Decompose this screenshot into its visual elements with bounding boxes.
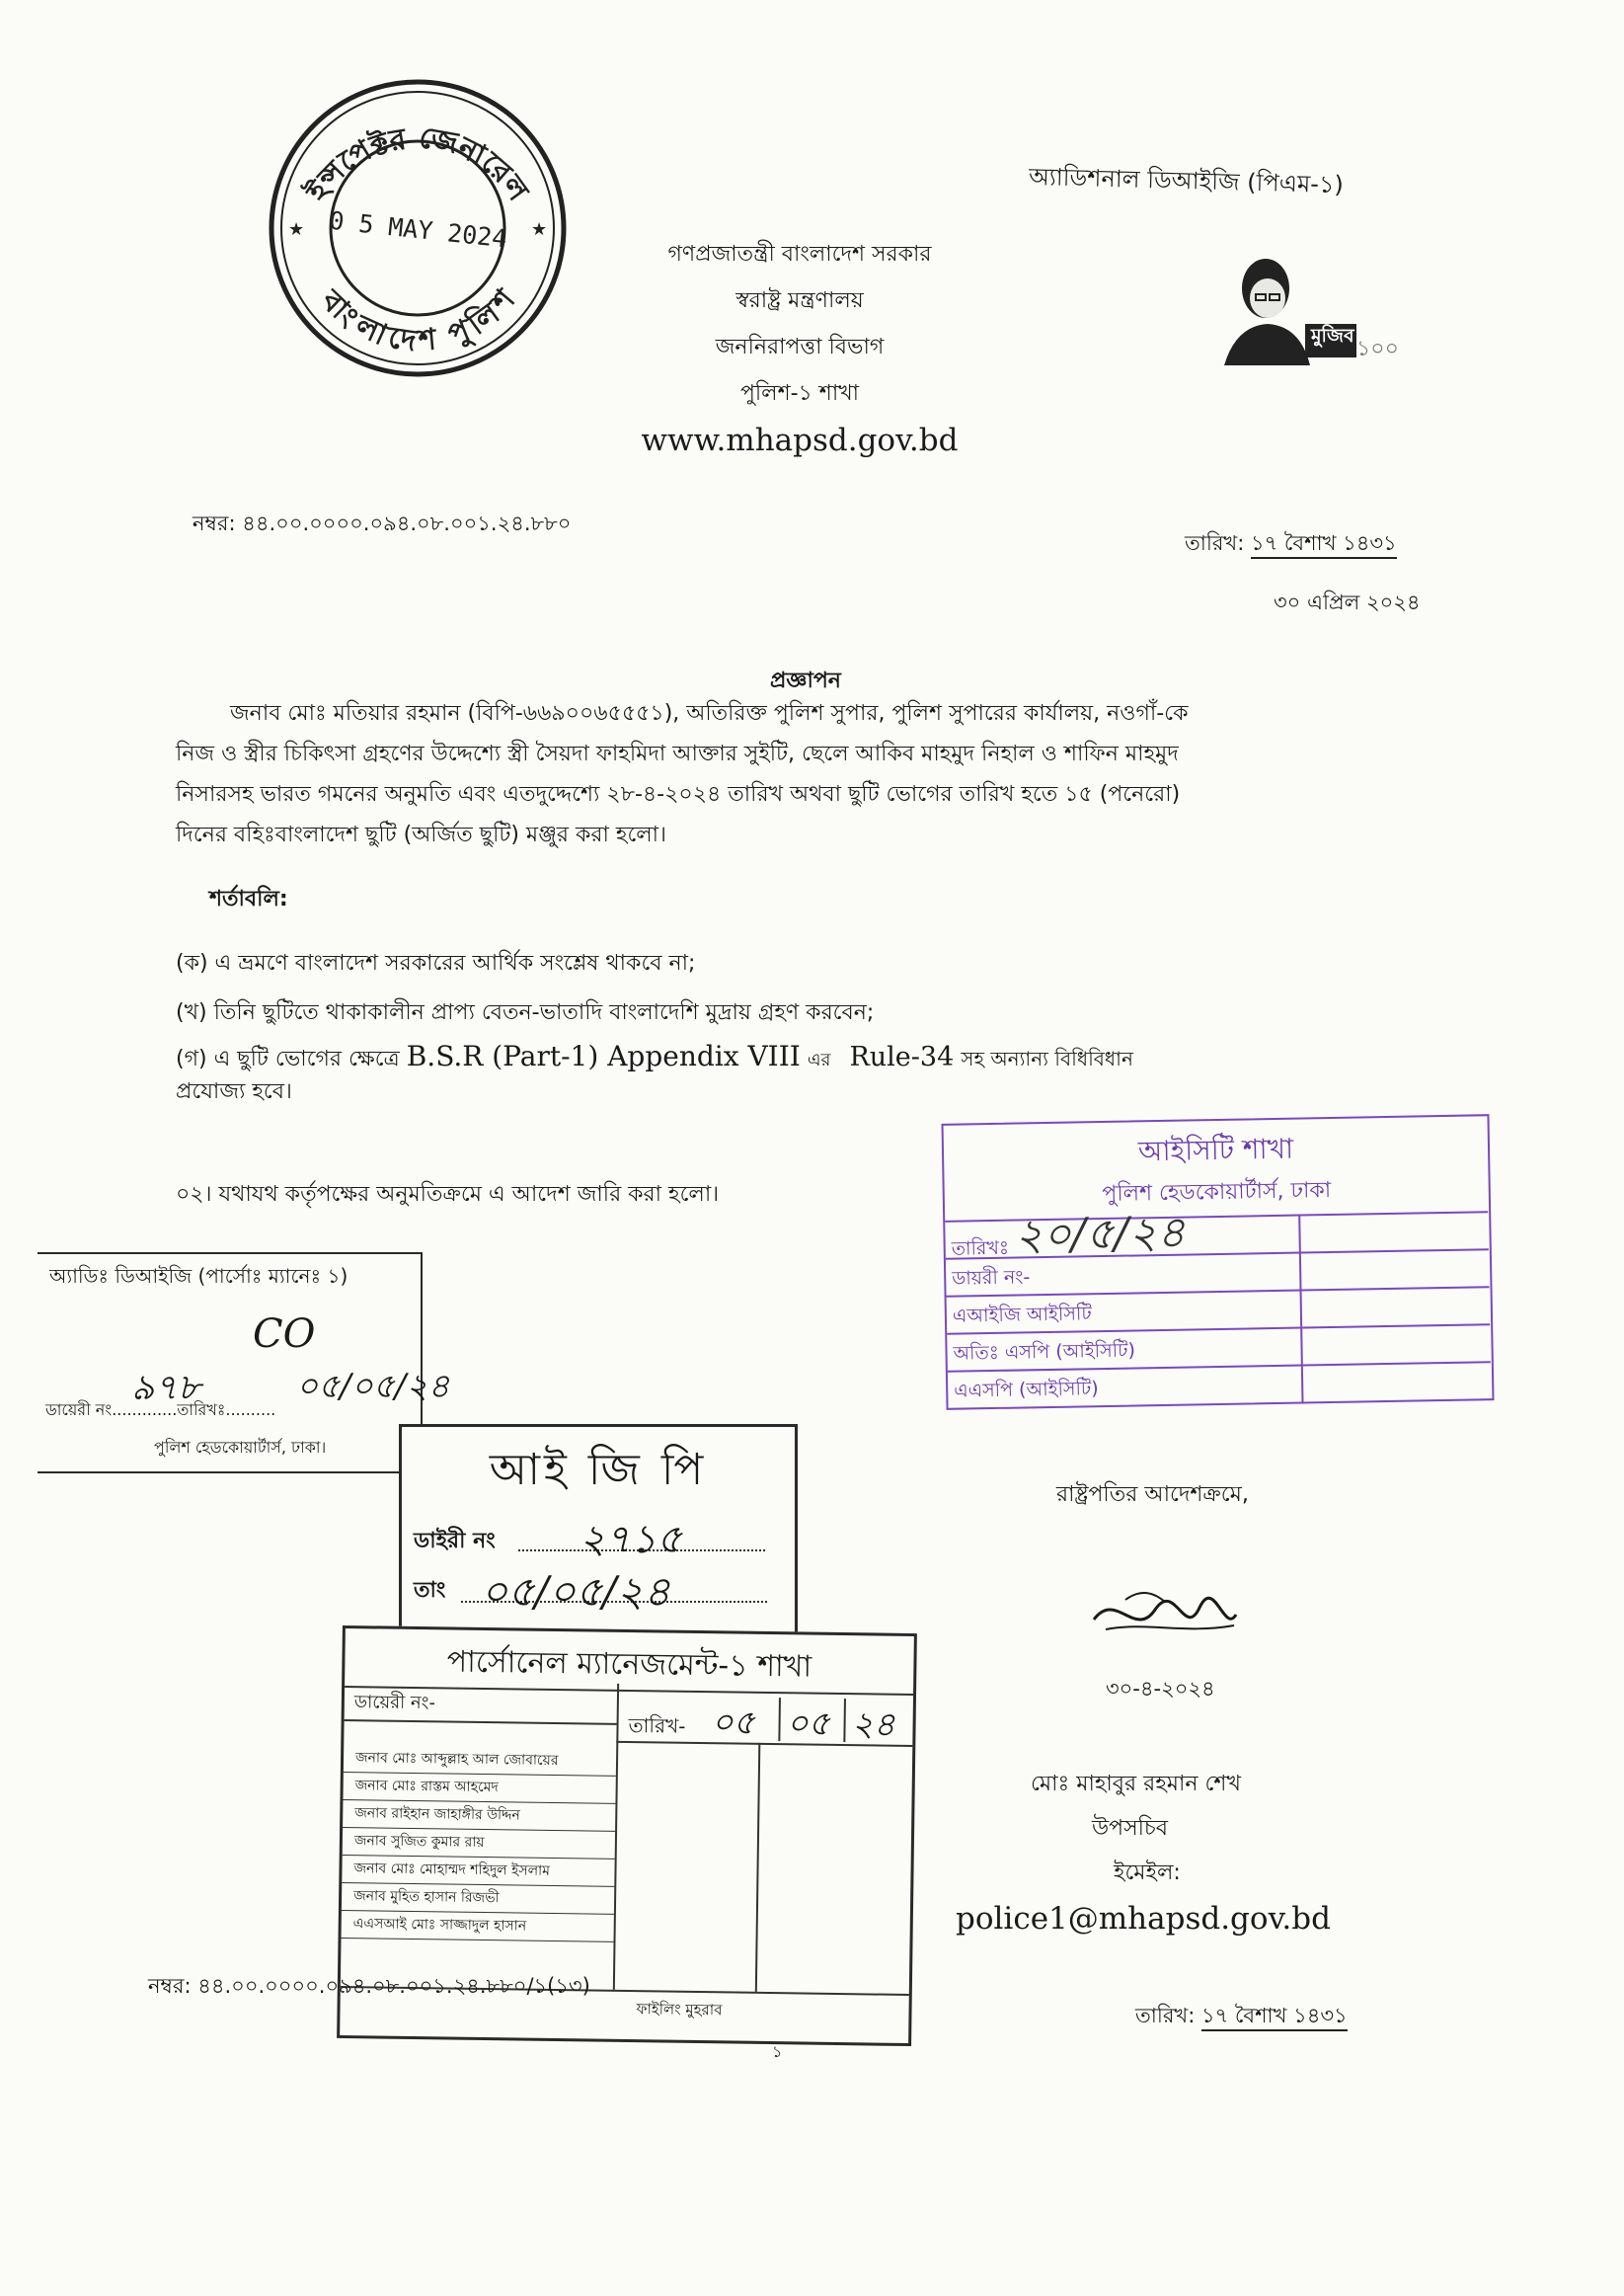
footer-memo-label: নম্বর: [148,1974,192,1998]
date-bengali: ১৭ বৈশাখ ১৪৩১ [1251,531,1397,559]
ict-stamp-subtitle: পুলিশ হেডকোয়ার্টার্স, ঢাকা [1102,1177,1332,1208]
email-label: ইমেইল: [1114,1861,1181,1885]
pm-officer: এএসআই মোঃ সাজ্জাদুল হাসান [342,1911,614,1942]
addl-stamp-title: অ্যাডিঃ ডিআইজি (পার্সোঃ ম্যানেঃ ১) [49,1264,348,1288]
addl-dig-stamp [38,1252,450,1473]
date-block [1185,530,1397,556]
paragraph-line: নিসারসহ ভারত গমনের অনুমতি এবং এতদুদ্দেশ্যে ২৮-৪-২০২৪ তারিখ অথবা ছুটি ভোগের তারিখ হতে ১৫ (পনেরো) [176,782,1181,807]
condition-b: (খ) তিনি ছুটিতে থাকাকালীন প্রাপ্য বেতন-ভাতাদি বাংলাদেশি মুদ্রায় গ্রহণ করবেন; [176,1000,875,1025]
govt-name: গণপ্রজাতন্ত্রী বাংলাদেশ সরকার [667,242,932,267]
pm-officer: জনাব মোঃ মোহাম্মদ শহিদুল ইসলাম [342,1856,614,1887]
pm-date-label: তারিখ- [628,1713,686,1738]
pm-officer: জনাব মোঃ রাস্তম আহমেদ [343,1773,615,1804]
ict-row-label: ডায়রী নং- [946,1252,1302,1296]
ict-row-cell [1301,1248,1490,1289]
paragraph-line: নিজ ও স্ত্রীর চিকিৎসা গ্রহণের উদ্দেশ্যে স্ত্রী সৈয়দা ফাহমিদা আক্তার সুইটি, ছেলে আকিব মাহমুদ নিহাল ও শাফিন মাহমুদ [176,742,1179,766]
website-link[interactable]: www.mhapsd.gov.bd [641,423,959,458]
memo-label: নম্বর: [193,512,236,535]
addl-stamp-mark: CO [253,1311,316,1357]
condition-a: (ক) এ ভ্রমণে বাংলাদেশ সরকারের আর্থিক সংশ্লেষ থাকবে না; [176,951,696,976]
pm-officer: জনাব রাইহান জাহাঙ্গীর উদ্দিন [343,1800,615,1832]
svg-text:বাংলাদেশ পুলিশ [313,282,523,359]
pm-officer-list [342,1745,617,1942]
pm-stamp-title: পার্সোনেল ম্যানেজমেন্ট-১ শাখা [345,1628,914,1696]
condition-c-rule: Rule-34 [849,1042,955,1072]
conditions-title: শর্তাবলি: [209,887,288,911]
paragraph-line: দিনের বহিঃবাংলাদেশ ছুটি (অর্জিত ছুটি) মঞ্জুর করা হলো। [176,823,666,847]
seal-date: 0 5 MAY 2024 [328,205,508,254]
signature-icon [1086,1580,1244,1659]
main-paragraph [176,693,1439,855]
igp-hand-no: ২৭১৫ [580,1517,682,1562]
seal-top-text: ইন্সপেক্টর জেনারেল [299,119,536,208]
footer-date-label: তারিখ: [1135,2004,1196,2027]
division-name: জননিরাপত্তা বিভাগ [715,335,885,359]
pm-officer: জনাব সুজিত কুমার রায় [343,1828,615,1860]
footer-memo-value: ৪৪.০০.০০০০.০৯৪.০৮.০০১.২৪.৮৮০/১(১৩) [197,1974,590,1998]
igp-stamp [399,1424,798,1635]
pm-date-cell: ০৫ [711,1702,756,1743]
date-label: তারিখ: [1185,531,1245,555]
seal-bottom-text: বাংলাদেশ পুলিশ [313,282,523,359]
memo-value: ৪৪.০০.০০০০.০৯৪.০৮.০০১.২৪.৮৮০ [242,512,572,535]
ig-seal [265,75,571,381]
footer-date-bengali: ১৭ বৈশাখ ১৪৩১ [1201,2004,1348,2031]
ict-row-cell [1302,1323,1491,1364]
pm-date-sep [778,1698,781,1741]
signature-date: ৩০-৪-২০২৪ [1106,1677,1215,1701]
ict-row-label: তারিখঃ ২০/৫/২৪ [945,1215,1301,1258]
ict-row-cell [1300,1211,1489,1251]
addl-stamp-hand-date: ০৫/০৫/২৪ [296,1367,450,1406]
pm-bottom-text: ফাইলিং মুহরাব [636,2000,723,2019]
paragraph-2: ০২। যথাযথ কর্তৃপক্ষের অনুমতিক্রমে এ আদেশ জারি করা হলো। [176,1182,720,1207]
ict-row-cell [1301,1286,1490,1326]
pm-diary-label: ডায়েরী নং- [353,1692,436,1714]
pm-officer: জনাব মোঃ আব্দুল্লাহ আল জোবায়ের [344,1745,616,1777]
ict-row-label: এআইজি আইসিটি [947,1290,1303,1333]
signatory-name: মোঃ মাহাবুর রহমান শেখ [1031,1772,1241,1796]
seal-graphic [265,75,571,381]
condition-c-line2: প্রযোজ্য হবে। [176,1079,292,1104]
condition-c-mid: এর [807,1050,831,1070]
igp-stamp-title: আই জি পি [489,1445,708,1495]
ministry-name: স্বরাষ্ট্র মন্ত্রণালয় [735,288,864,313]
condition-c [176,1039,1133,1074]
ict-row-cell [1303,1361,1492,1401]
page-number: ১ [772,2042,783,2061]
email-address[interactable]: police1@mhapsd.gov.bd [956,1901,1331,1937]
pm-date-cell: ২৪ [851,1704,896,1745]
addl-stamp-footer: পুলিশ হেডকোয়ার্টার্স, ঢাকা। [154,1438,327,1457]
notification-title: প্রজ্ঞাপন [770,669,841,693]
president-order: রাষ্ট্রপতির আদেশক্রমে, [1056,1482,1249,1507]
addl-stamp-diary: ডায়েরী নং.............তারিখঃ.......... [45,1400,276,1419]
igp-date-label: তাং [414,1578,446,1603]
ict-stamp-grid [945,1207,1492,1408]
pm-col-divider [755,1743,761,1992]
ict-stamp-title: আইসিটি শাখা [1137,1132,1294,1168]
pm-diary-line [345,1719,617,1725]
condition-c-post: সহ অন্যান্য বিধিবিধান [961,1047,1133,1070]
ict-row-label: অতিঃ এসপি (আইসিটি) [947,1327,1303,1371]
memo-number [193,511,571,536]
logo-text: মুজিব [1311,325,1354,347]
footer-date [1135,2003,1348,2028]
igp-diary-label: ডাইরী নং [414,1529,496,1553]
signature-mark [1086,1580,1244,1659]
addressee-top: অ্যাডিশনাল ডিআইজি (পিএম-১) [1028,162,1345,199]
pm-date-sep [843,1699,846,1742]
pm-officer: জনাব মুহিত হাসান রিজভী [342,1883,614,1915]
branch-name: পুলিশ-১ শাখা [739,381,860,406]
paragraph-line: জনাব মোঃ মতিয়ার রহমান (বিপি-৬৬৯০০৬৫৫৫১), অতিরিক্ত পুলিশ সুপার, পুলিশ সুপারের কার্যালয়, নওগাঁ-কে [230,701,1189,726]
condition-c-ref: B.S.R (Part-1) Appendix VIII [406,1040,801,1072]
addl-stamp-hand-no: ৯৭৮ [131,1368,201,1408]
ict-row-label: এএসপি (আইসিটি) [948,1365,1304,1408]
footer-memo [148,1973,590,1999]
star-icon: ★ [531,219,548,240]
pm-date-cell: ০৫ [786,1703,831,1744]
date-english: ৩০ এপ্রিল ২০২৪ [1274,591,1421,614]
svg-text:ইন্সপেক্টর জেনারেল [298,120,536,209]
logo-sub: ১০০ [1356,337,1399,361]
igp-hand-date: ০৫/০৫/২৪ [481,1567,670,1616]
condition-c-pre: (গ) এ ছুটি ভোগের ক্ষেত্রে [176,1047,400,1071]
mujib-100-logo [1206,247,1399,370]
star-icon: ★ [288,219,305,240]
signatory-designation: উপসচিব [1092,1816,1169,1841]
ict-branch-stamp [942,1114,1495,1410]
